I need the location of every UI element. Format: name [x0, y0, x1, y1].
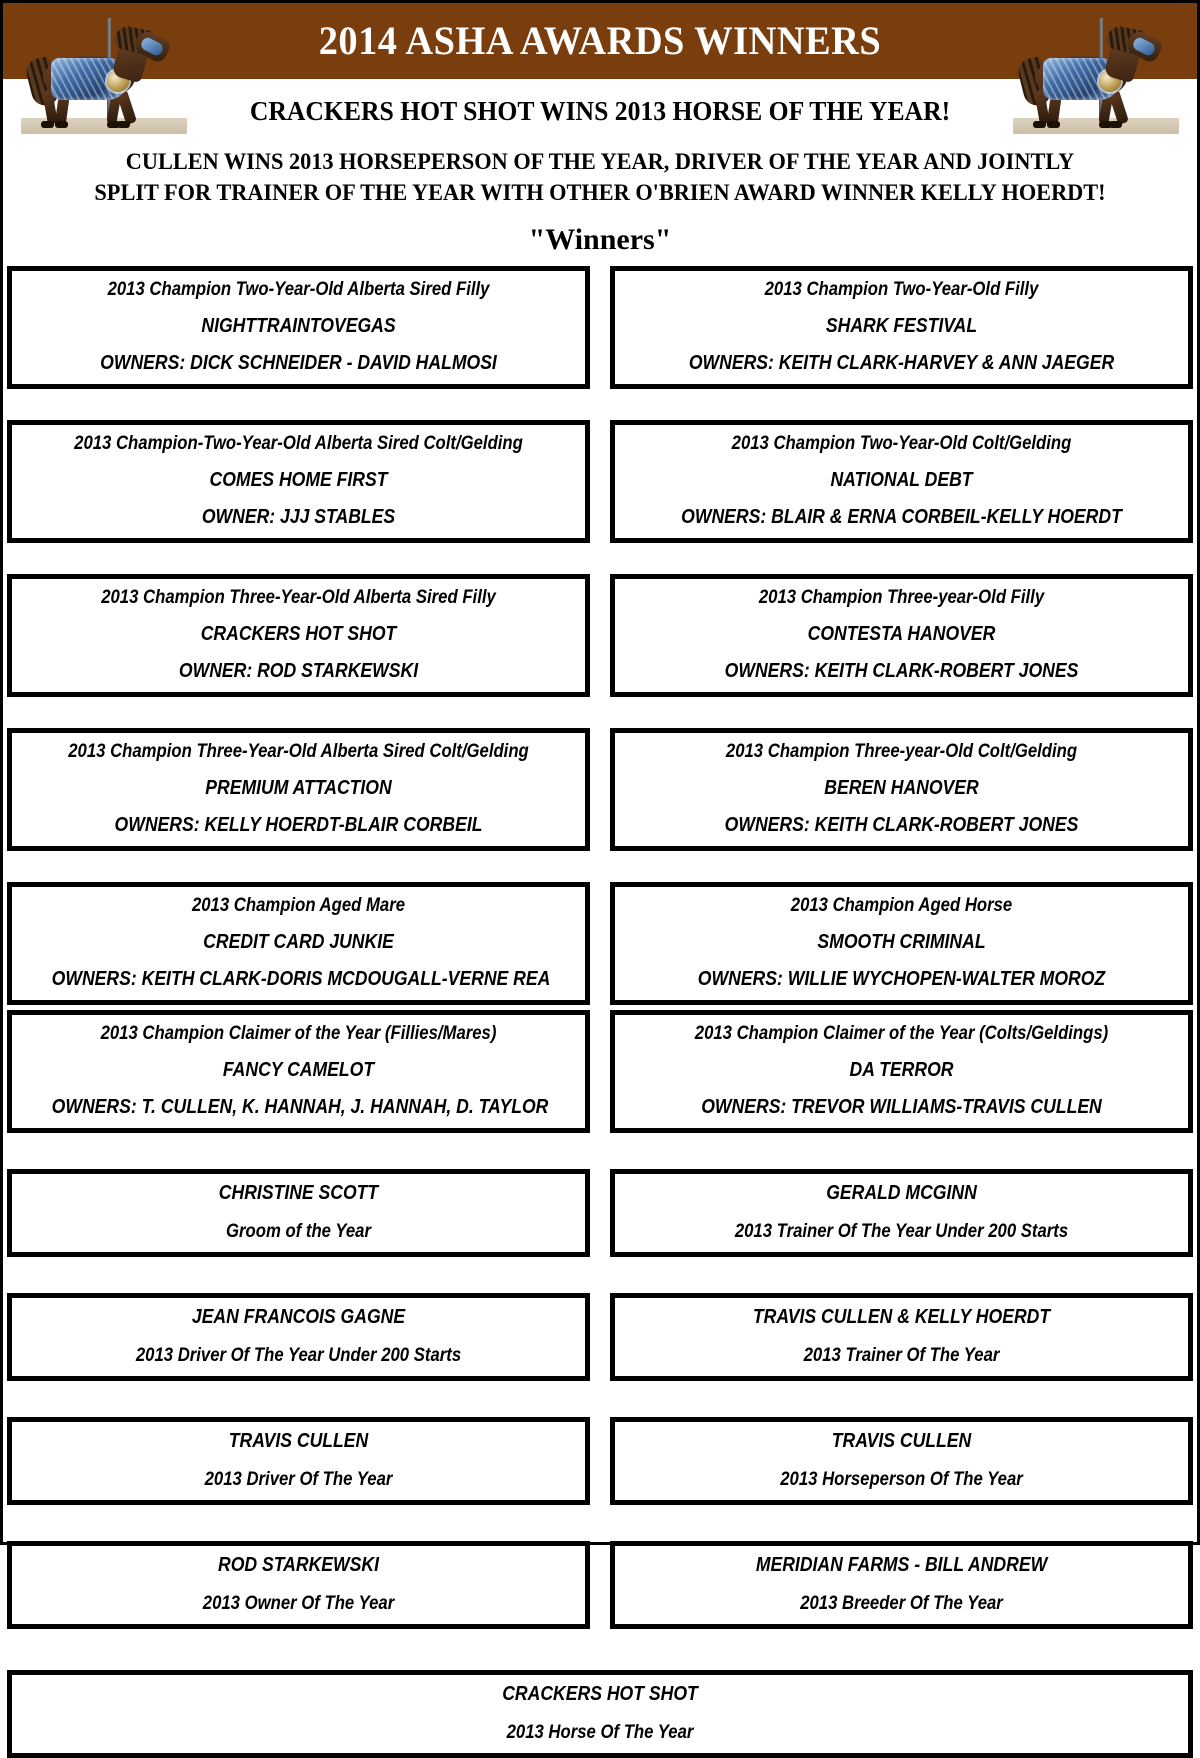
award-category: 2013 Champion Three-Year-Old Alberta Sired Colt/Gelding — [68, 740, 529, 762]
headline-horse-of-the-year: CRACKERS HOT SHOT WINS 2013 HORSE OF THE YEAR! — [249, 96, 951, 126]
award-owners: OWNERS: KEITH CLARK-HARVEY & ANN JAEGER — [688, 351, 1115, 374]
award-box[interactable] — [7, 1293, 590, 1381]
award-category: 2013 Champion-Two-Year-Old Alberta Sired Colt/Gelding — [74, 432, 523, 454]
award-category: 2013 Trainer Of The Year — [803, 1344, 1000, 1366]
award-owners: OWNERS: BLAIR & ERNA CORBEIL-KELLY HOERDT — [681, 505, 1122, 528]
award-winner-name: TRAVIS CULLEN — [228, 1429, 369, 1452]
award-category: 2013 Horse Of The Year — [506, 1721, 694, 1743]
award-box[interactable] — [610, 420, 1193, 543]
award-winner-name: NIGHTTRAINTOVEGAS — [201, 314, 396, 337]
award-box[interactable] — [7, 1010, 590, 1133]
award-winner-name: CRACKERS HOT SHOT — [200, 622, 397, 645]
award-owners: OWNER: ROD STARKEWSKI — [178, 659, 419, 682]
awards-row — [7, 420, 1193, 543]
award-category: 2013 Horseperson Of The Year — [780, 1468, 1023, 1490]
section-title-winners: "Winners" — [528, 222, 672, 256]
awards-row — [7, 1541, 1193, 1629]
award-category: 2013 Trainer Of The Year Under 200 Starts — [734, 1220, 1069, 1242]
award-box-horse-of-the-year[interactable] — [7, 1670, 1193, 1758]
award-owners: OWNER: JJJ STABLES — [201, 505, 396, 528]
award-box[interactable] — [7, 574, 590, 697]
award-category: 2013 Driver Of The Year — [204, 1468, 393, 1490]
award-winner-name: JEAN FRANCOIS GAGNE — [191, 1305, 406, 1328]
award-owners: OWNERS: DICK SCHNEIDER - DAVID HALMOSI — [100, 351, 497, 374]
headline-cullen-line-1: CULLEN WINS 2013 HORSEPERSON OF THE YEAR, DRIVER OF THE YEAR AND JOINTLY — [125, 149, 1075, 174]
award-winner-name: NATIONAL DEBT — [830, 468, 973, 491]
award-box[interactable] — [7, 266, 590, 389]
award-category: 2013 Champion Two-Year-Old Alberta Sired Filly — [107, 278, 490, 300]
award-winner-name: CHRISTINE SCOTT — [218, 1181, 379, 1204]
award-category: 2013 Champion Three-Year-Old Alberta Sired Filly — [101, 586, 496, 608]
award-winner-name: FANCY CAMELOT — [222, 1058, 375, 1081]
award-winner-name: SMOOTH CRIMINAL — [817, 930, 986, 953]
award-category: 2013 Champion Two-Year-Old Colt/Gelding — [731, 432, 1072, 454]
award-winner-name: BEREN HANOVER — [824, 776, 979, 799]
award-box[interactable] — [610, 1417, 1193, 1505]
award-box[interactable] — [7, 1417, 590, 1505]
award-owners: OWNERS: TREVOR WILLIAMS-TRAVIS CULLEN — [701, 1095, 1102, 1118]
awards-row — [7, 574, 1193, 697]
award-box[interactable] — [610, 1541, 1193, 1629]
award-winner-name: MERIDIAN FARMS - BILL ANDREW — [755, 1553, 1048, 1576]
award-category: 2013 Champion Three-year-Old Filly — [758, 586, 1045, 608]
award-winner-name: CREDIT CARD JUNKIE — [203, 930, 394, 953]
award-box[interactable] — [610, 1169, 1193, 1257]
award-owners: OWNERS: KEITH CLARK-DORIS MCDOUGALL-VERNE REA — [51, 967, 551, 990]
awards-row — [7, 1417, 1193, 1505]
award-category: 2013 Champion Aged Mare — [191, 894, 406, 916]
awards-row — [7, 1293, 1193, 1381]
award-category: 2013 Driver Of The Year Under 200 Starts — [135, 1344, 462, 1366]
award-box[interactable] — [7, 882, 590, 1005]
award-winner-name: DA TERROR — [849, 1058, 954, 1081]
award-box[interactable] — [7, 1541, 590, 1629]
award-winner-name: SHARK FESTIVAL — [825, 314, 978, 337]
headline-cullen-awards — [21, 146, 1179, 209]
award-owners: OWNERS: WILLIE WYCHOPEN-WALTER MOROZ — [697, 967, 1106, 990]
award-category: 2013 Breeder Of The Year — [800, 1592, 1003, 1614]
award-category: Groom of the Year — [226, 1220, 371, 1242]
award-box[interactable] — [610, 882, 1193, 1005]
award-category: 2013 Champion Claimer of the Year (Fillies/Mares) — [100, 1022, 497, 1044]
award-winner-name: CRACKERS HOT SHOT — [502, 1682, 698, 1705]
award-winner-name: TRAVIS CULLEN & KELLY HOERDT — [752, 1305, 1051, 1328]
award-box[interactable] — [610, 574, 1193, 697]
awards-row-final — [7, 1670, 1193, 1758]
award-box[interactable] — [7, 420, 590, 543]
award-owners: OWNERS: T. CULLEN, K. HANNAH, J. HANNAH, D. TAYLOR — [51, 1095, 549, 1118]
award-category: 2013 Champion Three-year-Old Colt/Gelding — [725, 740, 1078, 762]
award-category: 2013 Champion Claimer of the Year (Colts/Geldings) — [694, 1022, 1109, 1044]
award-owners: OWNERS: KELLY HOERDT-BLAIR CORBEIL — [114, 813, 483, 836]
award-owners: OWNERS: KEITH CLARK-ROBERT JONES — [724, 659, 1079, 682]
awards-grid — [3, 266, 1197, 1758]
award-winner-name: ROD STARKEWSKI — [217, 1553, 380, 1576]
award-owners: OWNERS: KEITH CLARK-ROBERT JONES — [724, 813, 1079, 836]
award-category: 2013 Owner Of The Year — [202, 1592, 395, 1614]
award-box[interactable] — [610, 1010, 1193, 1133]
award-winner-name: TRAVIS CULLEN — [831, 1429, 972, 1452]
award-winner-name: CONTESTA HANOVER — [807, 622, 996, 645]
poster-header — [3, 3, 1197, 257]
award-winner-name: PREMIUM ATTACTION — [205, 776, 392, 799]
headline-cullen-line-2: SPLIT FOR TRAINER OF THE YEAR WITH OTHER O'BRIEN AWARD WINNER KELLY HOERDT! — [94, 180, 1106, 206]
award-box[interactable] — [7, 1169, 590, 1257]
award-box[interactable] — [610, 266, 1193, 389]
awards-row — [7, 1010, 1193, 1133]
award-winner-name: GERALD MCGINN — [826, 1181, 977, 1204]
awards-row — [7, 728, 1193, 851]
awards-row — [7, 266, 1193, 389]
award-category: 2013 Champion Aged Horse — [790, 894, 1013, 916]
awards-row — [7, 882, 1193, 1005]
award-winner-name: COMES HOME FIRST — [209, 468, 388, 491]
page-title: 2014 ASHA AWARDS WINNERS — [318, 18, 882, 63]
award-box[interactable] — [610, 1293, 1193, 1381]
award-box[interactable] — [7, 728, 590, 851]
awards-row — [7, 1169, 1193, 1257]
award-box[interactable] — [610, 728, 1193, 851]
award-category: 2013 Champion Two-Year-Old Filly — [764, 278, 1039, 300]
